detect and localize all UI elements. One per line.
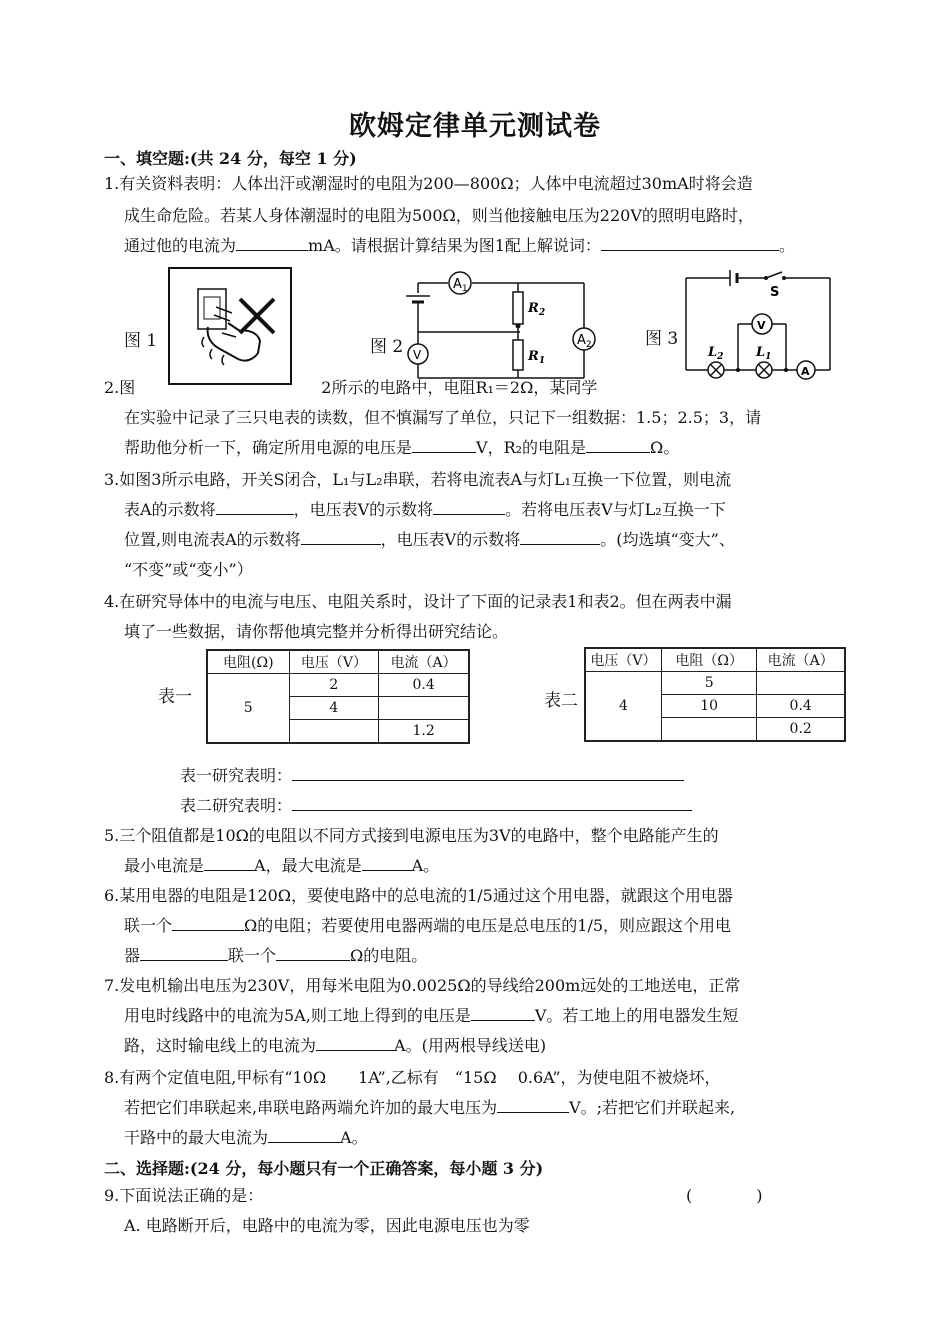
table1-label: 表一 — [158, 687, 192, 707]
fig3-ammeter-label: A — [801, 365, 810, 378]
q7-line3 — [124, 1036, 546, 1056]
q3-text-a: 表A的示数将 — [124, 500, 216, 519]
fig3-voltmeter-label: V — [757, 319, 766, 332]
section-heading-fill-in: 一、填空题:(共 24 分，每空 1 分) — [104, 149, 357, 168]
q3-text-e: ，电压表V的示数将 — [380, 530, 521, 549]
fig2-r2-label: $R_2$ — [528, 301, 546, 318]
q7-text-c: 路，这时输电线上的电流为 — [124, 1036, 317, 1055]
q5-blank-min[interactable] — [204, 856, 254, 871]
q1-text-b: mA。请根据计算结果为图1配上解说词： — [308, 236, 601, 255]
q3-line4: “不变”或“变小”） — [124, 560, 253, 579]
q1-text-a: 通过他的电流为 — [124, 236, 237, 255]
table-row — [207, 674, 469, 697]
q3-text-d: 位置,则电流表A的示数将 — [124, 530, 301, 549]
q7-line2 — [124, 1006, 738, 1026]
q8-text-a: 若把它们串联起来,串联电路两端允许加的最大电压为 — [124, 1098, 498, 1117]
table-cell: 10 — [661, 695, 756, 718]
table2-header-resistance: 电阻（Ω） — [661, 648, 756, 672]
q1-blank-current[interactable] — [236, 236, 308, 251]
q8-text-d: A。 — [340, 1128, 368, 1147]
q2-line3 — [124, 438, 679, 458]
table2-conclusion-label: 表二研究表明： — [180, 796, 293, 815]
q5-line1: 5.三个阻值都是10Ω的电阻以不同方式接到电源电压为3V的电路中，整个电路能产生的 — [104, 826, 719, 845]
q8-text-b: V。;若把它们并联起来, — [569, 1098, 736, 1117]
q8-line3 — [124, 1128, 368, 1148]
q9-option-a[interactable]: A. 电路断开后，电路中的电流为零，因此电源电压也为零 — [124, 1216, 530, 1235]
table-cell: 0.4 — [757, 695, 845, 718]
q2-text-c2: Ω。 — [650, 438, 680, 457]
q1-line1: 1.有关资料表明：人体出汗或潮湿时的电阻为200—800Ω；人体中电流超过30mA时将会造 — [104, 174, 753, 193]
q7-blank-current[interactable] — [316, 1036, 394, 1051]
q3-line2 — [124, 500, 726, 520]
q2-text-a2: 帮助他分析一下，确定所用电源的电压是 — [124, 438, 413, 457]
q8-blank-voltage[interactable] — [497, 1098, 569, 1113]
q3-text-f: 。(均选填“变大”、 — [600, 530, 735, 549]
q1-line2: 成生命危险。若某人身体潮湿时的电阻为500Ω，则当他接触电压为220V的照明电路时， — [124, 206, 754, 225]
fig1-label: 图 1 — [124, 331, 158, 351]
q2-text-b2: V，R₂的电阻是 — [476, 438, 587, 457]
q6-text-b: Ω的电阻；若要使用电器两端的电压是总电压的1/5，则应跟这个用电 — [244, 916, 732, 935]
q5-text-b: A，最大电流是 — [254, 856, 362, 875]
q2-blank-r2[interactable] — [586, 438, 650, 453]
q8-line1: 8.有两个定值电阻,甲标有“10Ω 1A”,乙标有 “15Ω 0.6A”，为使电阻不被烧坏， — [104, 1068, 721, 1087]
q6-text-a: 联一个 — [124, 916, 173, 935]
q5-text-a: 最小电流是 — [124, 856, 205, 875]
fig2-ammeter1-label: $A_1$ — [453, 277, 468, 294]
q6-text-e: Ω的电阻。 — [350, 946, 428, 965]
table1-conclusion-blank[interactable] — [292, 766, 684, 781]
q6-blank-1[interactable] — [172, 916, 244, 931]
q2-line2: 在实验中记录了三只电表的读数，但不慎漏写了单位，只记下一组数据：1.5；2.5；3，请 — [124, 408, 762, 427]
fig3-l2-label: $L_2$ — [708, 345, 724, 362]
table1 — [206, 649, 470, 744]
fig2-circuit-diagram — [400, 266, 610, 386]
q7-text-a: 用电时线路中的电流为5A,则工地上得到的电压是 — [124, 1006, 471, 1025]
q5-line2 — [124, 856, 439, 876]
q4-line1: 4.在研究导体中的电流与电压、电阻关系时，设计了下面的记录表1和表2。但在两表中漏 — [104, 592, 732, 611]
table1-header-voltage: 电压（V） — [289, 650, 379, 674]
q3-blank-3[interactable] — [301, 530, 381, 545]
q6-line2 — [124, 916, 731, 936]
q3-text-c: 。若将电压表V与灯L₂互换一下 — [505, 500, 726, 519]
table2-label: 表二 — [544, 691, 578, 711]
table1-merged-resistance: 5 — [207, 674, 289, 744]
table-cell: 0.2 — [757, 718, 845, 742]
q7-line1: 7.发电机输出电压为230V，用每米电阻为0.0025Ω的导线给200m远处的工地送电，正常 — [104, 976, 741, 995]
table2-header-voltage: 电压（V） — [585, 648, 661, 672]
q8-blank-current[interactable] — [268, 1128, 340, 1143]
q6-text-c: 器 — [124, 946, 141, 965]
table-cell-blank[interactable] — [757, 672, 845, 695]
table-row — [207, 650, 469, 674]
q3-line3 — [124, 530, 735, 550]
table-cell-blank[interactable] — [379, 697, 469, 720]
q9-stem: 9.下面说法正确的是： — [104, 1186, 264, 1205]
q2-line1 — [104, 378, 597, 398]
q6-blank-2[interactable] — [140, 946, 228, 961]
q3-blank-4[interactable] — [520, 530, 600, 545]
fig2-voltmeter-label: V — [413, 348, 422, 362]
q3-line1: 3.如图3所示电路，开关S闭合，L₁与L₂串联，若将电流表A与灯L₁互换一下位置，则电流 — [104, 470, 732, 489]
q5-blank-max[interactable] — [362, 856, 412, 871]
q5-text-c: A。 — [411, 856, 440, 875]
fig2-r1-label: $R_1$ — [528, 349, 546, 366]
fig2-label: 图 2 — [370, 337, 404, 357]
table2-merged-voltage: 4 — [585, 672, 661, 742]
table-cell-blank[interactable] — [289, 720, 379, 744]
q1-text-c: 。 — [778, 236, 795, 255]
q6-line3 — [124, 946, 427, 966]
table1-conclusion — [180, 766, 684, 786]
q3-blank-1[interactable] — [216, 500, 294, 515]
table-cell: 2 — [289, 674, 379, 697]
fig3-l1-label: $L_1$ — [756, 345, 772, 362]
q2-blank-voltage[interactable] — [412, 438, 476, 453]
q1-line3 — [124, 236, 795, 256]
q6-line1: 6.某用电器的电阻是120Ω，要使电路中的总电流的1/5通过这个用电器，就跟这个用电器 — [104, 886, 733, 905]
q3-text-b: ，电压表V的示数将 — [293, 500, 434, 519]
fig3-label: 图 3 — [645, 329, 679, 349]
q3-blank-2[interactable] — [433, 500, 505, 515]
q7-blank-voltage[interactable] — [471, 1006, 535, 1021]
table-cell: 0.4 — [379, 674, 469, 697]
q7-text-d: A。(用两根导线送电) — [394, 1036, 547, 1055]
table-cell: 5 — [661, 672, 756, 695]
table-row — [585, 672, 845, 695]
q4-line2: 填了一些数据，请你帮他填完整并分析得出研究结论。 — [124, 622, 509, 641]
table2 — [584, 647, 846, 742]
table-cell: 1.2 — [379, 720, 469, 744]
section-heading-multiple-choice: 二、选择题:(24 分，每小题只有一个正确答案，每小题 3 分) — [104, 1159, 544, 1178]
q2-text-a: 2.图 — [104, 378, 136, 397]
table1-header-resistance: 电阻(Ω) — [207, 650, 289, 674]
table-row — [585, 648, 845, 672]
q8-line2 — [124, 1098, 735, 1118]
table1-header-current: 电流（A） — [379, 650, 469, 674]
table2-conclusion-blank[interactable] — [292, 796, 692, 811]
fig2-ammeter2-label: $A_2$ — [577, 333, 592, 350]
q7-text-b: V。若工地上的用电器发生短 — [534, 1006, 739, 1025]
q9-answer-paren[interactable]: ( ) — [686, 1186, 763, 1205]
table2-header-current: 电流（A） — [757, 648, 845, 672]
fig3-circuit-diagram — [682, 264, 834, 386]
q1-blank-caption[interactable] — [601, 236, 779, 251]
table-cell-blank[interactable] — [661, 718, 756, 742]
q6-text-d: 联一个 — [228, 946, 277, 965]
fig3-switch-label: S — [770, 285, 780, 300]
page-title: 欧姆定律单元测试卷 — [349, 111, 601, 142]
table1-conclusion-label: 表一研究表明： — [180, 766, 293, 785]
q8-text-c: 干路中的最大电流为 — [124, 1128, 269, 1147]
q6-blank-3[interactable] — [276, 946, 350, 961]
table2-conclusion — [180, 796, 692, 816]
q2-text-b: 2所示的电路中，电阻R₁＝2Ω，某同学 — [321, 378, 598, 397]
fig1-hand-socket-image — [168, 267, 292, 385]
table-cell: 4 — [289, 697, 379, 720]
